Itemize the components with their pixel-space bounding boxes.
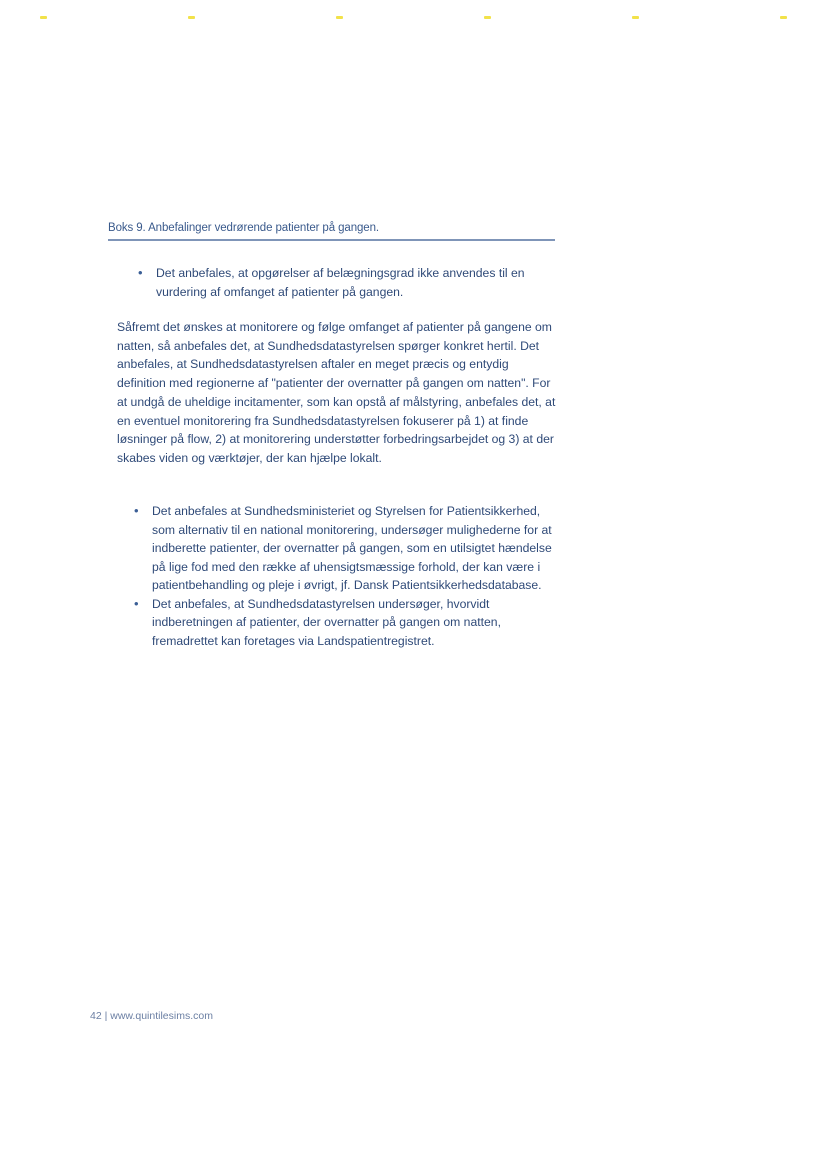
list-item-text: Det anbefales, at Sundhedsdatastyrelsen undersøger, hvorvidt indberetningen af patienter, der overnatter på gangen om natten, fremadrettet kan foretages via Landspatientregistret. bbox=[152, 596, 501, 648]
scan-artifacts bbox=[0, 16, 828, 36]
page-number: 42 bbox=[90, 1010, 102, 1022]
second-bullet-list bbox=[134, 502, 552, 650]
first-bullet-list bbox=[138, 264, 551, 301]
box-title-rule bbox=[108, 239, 555, 241]
box-title: Boks 9. Anbefalinger vedrørende patienter på gangen. bbox=[108, 222, 379, 234]
page-footer bbox=[90, 1010, 213, 1022]
list-item bbox=[138, 264, 551, 301]
list-item-text: Det anbefales, at opgørelser af belægningsgrad ikke anvendes til en vurdering af omfanget af patienter på gangen. bbox=[156, 266, 525, 299]
footer-url: www.quintilesims.com bbox=[110, 1010, 213, 1022]
bullet-icon: • bbox=[138, 265, 143, 280]
list-item-text: Det anbefales at Sundhedsministeriet og Styrelsen for Patientsikkerhed, som alternativ til en national monitorering, undersøger mulighederne for at indberette patienter, der overnatter på gangen, som en utilsigtet hændelse på lige fod med den række af uhensigtsmæssige forhold, der kan være i patientbehandling og pleje i øvrigt, jf. Dansk Patientsikkerhedsdatabase. bbox=[152, 504, 552, 592]
bullet-icon: • bbox=[134, 503, 139, 518]
list-item bbox=[134, 502, 552, 595]
footer-separator: | bbox=[104, 1010, 108, 1022]
body-paragraph: Såfremt det ønskes at monitorere og følge omfanget af patienter på gangene om natten, så anbefales det, at Sundhedsdatastyrelsen spørger konkret hertil. Det anbefales, at Sundhedsdatastyrelsen aftaler en meget præcis og entydig definition med regionerne af "patienter der overnatter på gangen om natten". For at undgå de uheldige incitamenter, som kan opstå af målstyring, anbefales det, at en eventuel monitorering fra Sundhedsdatastyrelsen fokuserer på 1) at finde løsninger på flow, 2) at monitorering understøtter forbedringsarbejdet og 3) at der skabes viden og værktøjer, der kan hjælpe lokalt. bbox=[117, 320, 556, 465]
list-item bbox=[134, 595, 552, 651]
bullet-icon: • bbox=[134, 595, 139, 611]
